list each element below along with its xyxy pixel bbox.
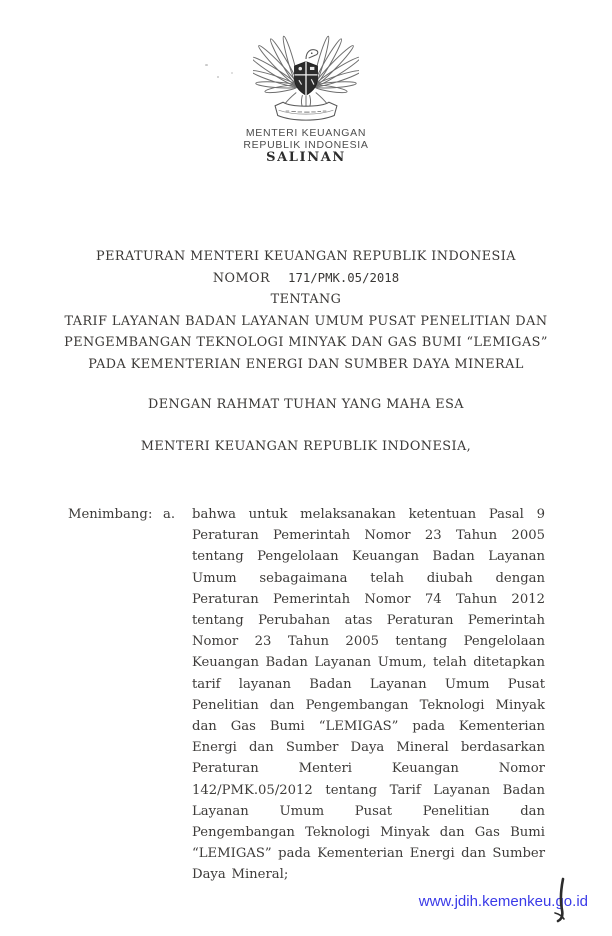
regulation-title-line: PERATURAN MENTERI KEUANGAN REPUBLIK INDONESIA bbox=[96, 249, 516, 264]
invocation-line: DENGAN RAHMAT TUHAN YANG MAHA ESA bbox=[148, 397, 464, 412]
ministry-name: MENTERI KEUANGAN bbox=[245, 127, 367, 139]
considerans-item-letter: a. bbox=[163, 507, 176, 522]
handwritten-paraf-mark bbox=[549, 876, 575, 930]
subject-line-2: PENGEMBANGAN TEKNOLOGI MINYAK DAN GAS BUMI “LEMIGAS” bbox=[64, 335, 548, 351]
subject-line-3: PADA KEMENTERIAN ENERGI DAN SUMBER DAYA MINERAL bbox=[88, 356, 524, 372]
letterhead bbox=[0, 28, 612, 165]
jdih-url-link[interactable]: www.jdih.kemenkeu.go.id bbox=[418, 893, 588, 910]
tentang-label: TENTANG bbox=[270, 292, 342, 308]
nomor-label: NOMOR bbox=[212, 270, 271, 286]
considerans-item-text: bahwa untuk melaksanakan ketentuan Pasal 9 Peraturan Pemerintah Nomor 23 Tahun 2005 tentang Pengelolaan Keuangan Badan Layanan Umum sebagaimana telah diubah dengan Peraturan Pemerintah Nomor 74 Tahun 2012 tentang Perubahan atas Peraturan Pemerintah Nomor 23 Tahun 2005 tentang Pengelolaan Keuangan Badan Layanan Umum, telah ditetapkan tarif layanan Badan Layanan Umum Pusat Penelitian dan Pengembangan Teknologi Minyak dan Gas Bumi “LEMIGAS” pada Kementerian Energi dan Sumber Daya Mineral berdasarkan Peraturan Menteri Keuangan Nomor 142/PMK.05/2012 tentang Tarif Layanan Badan Layanan Umum Pusat Penelitian dan Pengembangan Teknologi Minyak dan Gas Bumi “LEMIGAS” pada Kementerian Energi dan Sumber Daya Mineral; bbox=[192, 507, 545, 883]
subject-line-1: TARIF LAYANAN BADAN LAYANAN UMUM PUSAT PENELITIAN DAN bbox=[64, 313, 548, 329]
ministry-country: REPUBLIK INDONESIA bbox=[243, 139, 369, 151]
regulation-title-block bbox=[0, 246, 612, 376]
authority-line: MENTERI KEUANGAN REPUBLIK INDONESIA, bbox=[140, 439, 472, 454]
nomor-value: 171/PMK.05/2018 bbox=[288, 270, 400, 285]
regulation-number-line bbox=[0, 268, 612, 290]
considerans-colon: : bbox=[148, 507, 153, 522]
copy-label: SALINAN bbox=[266, 150, 346, 165]
garuda-pancasila-emblem bbox=[253, 28, 359, 127]
considerans-label: Menimbang bbox=[68, 507, 148, 522]
considerans-row bbox=[68, 504, 545, 886]
